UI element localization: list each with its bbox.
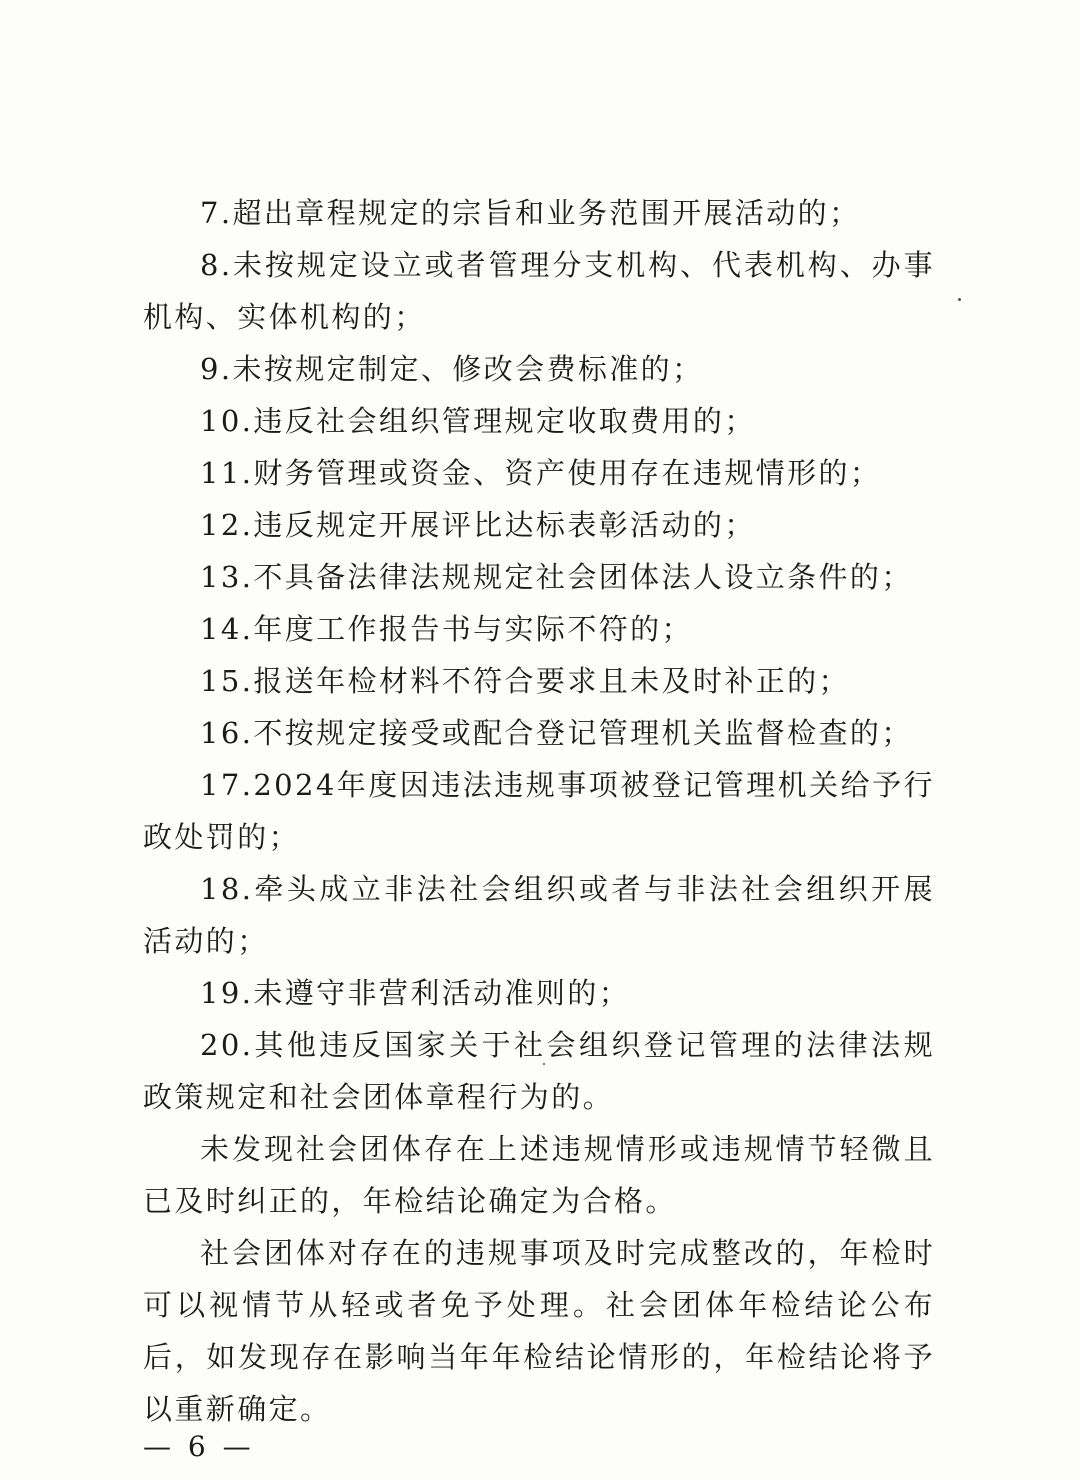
list-item: 19.未遵守非营利活动准则的； [200,976,631,1010]
paragraph-rectification: 社会团体对存在的违规事项及时完成整改的，年检时可以视情节从轻或者免予处理。社会团体年检结论公布后，如发现存在影响当年年检结论情形的，年检结论将予以重新确定。 [143,1236,935,1426]
list-item: 13.不具备法律法规规定社会团体法人设立条件的； [200,560,913,594]
list-item: 15.报送年检材料不符合要求且未及时补正的； [200,664,850,698]
list-item: 8.未按规定设立或者管理分支机构、代表机构、办事机构、实体机构的； [143,248,935,334]
paragraph-pass-conclusion: 未发现社会团体存在上述违规情形或违规情节轻微且已及时纠正的，年检结论确定为合格。 [143,1132,935,1218]
list-item: 9.未按规定制定、修改会费标准的； [200,352,704,386]
list-item: 20.其他违反国家关于社会组织登记管理的法律法规政策规定和社会团体章程行为的。 [143,1028,935,1114]
page-number: — 6 — [143,1430,255,1463]
list-item: 11.财务管理或资金、资产使用存在违规情形的； [200,456,882,490]
list-item: 16.不按规定接受或配合登记管理机关监督检查的； [200,716,913,750]
document-body [0,187,1080,1435]
list-item: 10.违反社会组织管理规定收取费用的； [200,404,756,438]
list-item: 12.违反规定开展评比达标表彰活动的； [200,508,756,542]
list-item: 17.2024年度因违法违规事项被登记管理机关给予行政处罚的； [143,768,935,854]
list-item: 7.超出章程规定的宗旨和业务范围开展活动的； [200,196,861,230]
list-item: 14.年度工作报告书与实际不符的； [200,612,693,646]
list-item: 18.牵头成立非法社会组织或者与非法社会组织开展活动的； [143,872,935,958]
